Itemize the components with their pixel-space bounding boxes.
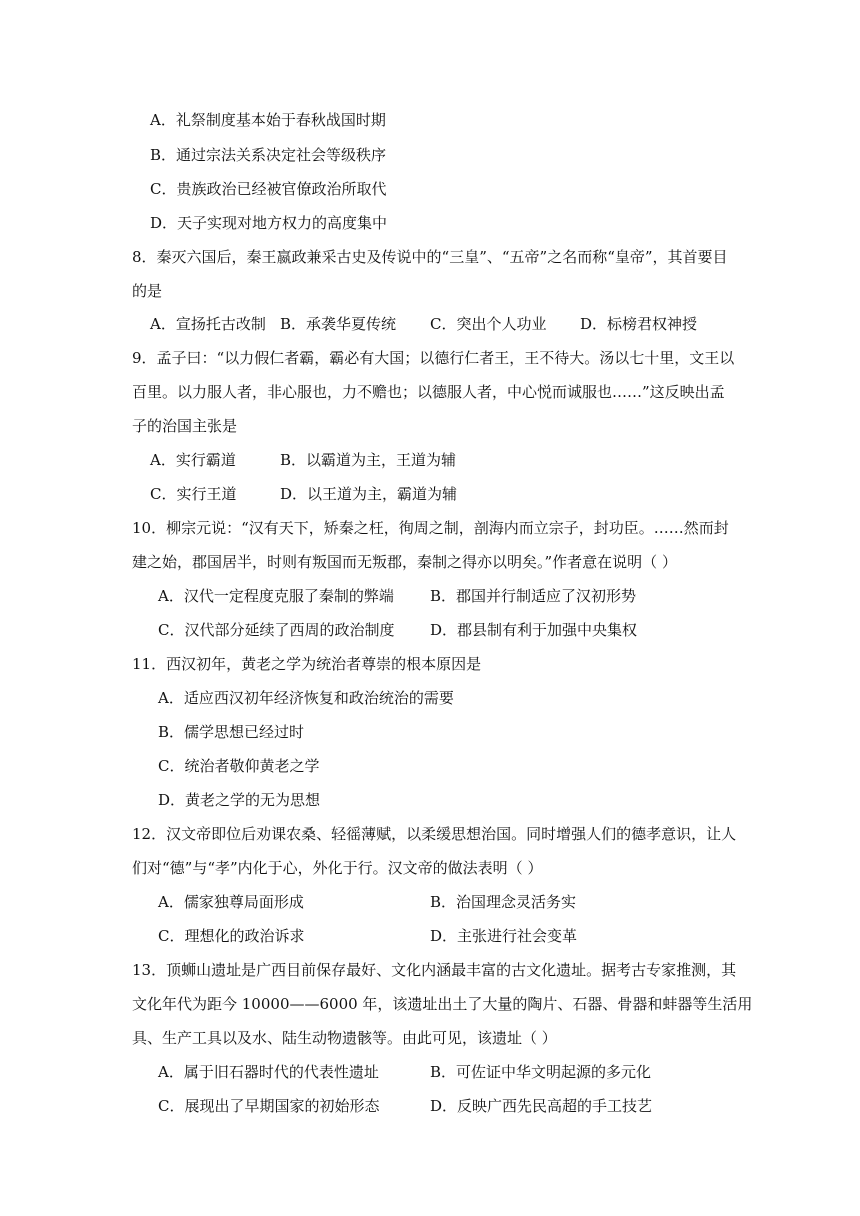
q8-stem-line-2: 的是	[132, 282, 163, 300]
q9-option-d: D．以王道为主，霸道为辅	[280, 485, 458, 503]
q9-stem-line-3: 子的治国主张是	[132, 417, 238, 435]
q12-option-c: C．理想化的政治诉求	[158, 927, 305, 945]
q13-stem-line-1: 13．顶蛳山遗址是广西目前保存最好、文化内涵最丰富的古文化遗址。据考古专家推测，其	[132, 961, 737, 979]
q13-option-b: B．可佐证中华文明起源的多元化	[430, 1063, 652, 1081]
q10-stem-line-1: 10．柳宗元说：“汉有天下，矫秦之枉，徇周之制，剖海内而立宗子，封功臣。……然而封	[132, 519, 729, 537]
q7-option-a: A．礼祭制度基本始于春秋战国时期	[150, 111, 386, 129]
q11-stem-line-1: 11．西汉初年，黄老之学为统治者尊崇的根本原因是	[132, 655, 482, 673]
q12-stem-line-1: 12．汉文帝即位后劝课农桑、轻徭薄赋，以柔缓思想治国。同时增强人们的德孝意识，让人	[132, 825, 737, 843]
q11-option-b: B．儒学思想已经过时	[158, 723, 305, 741]
q11-option-c: C．统治者敬仰黄老之学	[158, 757, 320, 775]
q7-option-b: B．通过宗法关系决定社会等级秩序	[150, 146, 387, 164]
q9-option-b: B．以霸道为主，王道为辅	[280, 451, 457, 469]
q10-option-c: C．汉代部分延续了西周的政治制度	[158, 621, 395, 639]
q12-option-b: B．治国理念灵活务实	[430, 893, 577, 911]
q9-option-a: A．实行霸道	[150, 451, 236, 469]
q8-option-c: C．突出个人功业	[430, 315, 547, 333]
q9-option-c: C．实行王道	[150, 485, 237, 503]
q13-stem-line-2: 文化年代为距今 10000——6000 年，该遗址出土了大量的陶片、石器、骨器和蚌器等生活用	[132, 995, 753, 1013]
q13-stem-line-3: 具、生产工具以及水、陆生动物遗骸等。由此可见，该遗址（ ）	[132, 1029, 557, 1047]
q13-option-d: D．反映广西先民高超的手工技艺	[430, 1097, 653, 1115]
q9-stem-line-2: 百里。以力服人者，非心服也，力不赡也；以德服人者，中心悦而诚服也……”这反映出孟	[132, 383, 725, 401]
q11-option-a: A．适应西汉初年经济恢复和政治统治的需要	[158, 689, 454, 707]
q12-option-a: A．儒家独尊局面形成	[158, 893, 304, 911]
q7-option-d: D．天子实现对地方权力的高度集中	[150, 214, 388, 232]
q11-option-d: D．黄老之学的无为思想	[158, 791, 321, 809]
q13-option-a: A．属于旧石器时代的代表性遗址	[158, 1063, 379, 1081]
q10-option-d: D．郡县制有利于加强中央集权	[430, 621, 638, 639]
q8-stem-line-1: 8．秦灭六国后，秦王嬴政兼采古史及传说中的“三皇”、“五帝”之名而称“皇帝”，其首要目	[132, 248, 728, 266]
q8-option-d: D．标榜君权神授	[580, 315, 698, 333]
q10-option-b: B．郡国并行制适应了汉初形势	[430, 587, 637, 605]
q12-option-d: D．主张进行社会变革	[430, 927, 578, 945]
q10-option-a: A．汉代一定程度克服了秦制的弊端	[158, 587, 394, 605]
q7-option-c: C．贵族政治已经被官僚政治所取代	[150, 180, 387, 198]
q10-stem-line-2: 建之始，郡国居半，时则有叛国而无叛郡，秦制之得亦以明矣。”作者意在说明（ ）	[132, 553, 677, 571]
q8-option-b: B．承袭华夏传统	[280, 315, 397, 333]
q13-option-c: C．展现出了早期国家的初始形态	[158, 1097, 380, 1115]
q9-stem-line-1: 9．孟子曰：“以力假仁者霸，霸必有大国；以德行仁者王，王不待大。汤以七十里，文王以	[132, 349, 735, 367]
q12-stem-line-2: 们对“德”与“孝”内化于心，外化于行。汉文帝的做法表明（ ）	[132, 859, 543, 877]
q8-option-a: A．宣扬托古改制	[150, 315, 266, 333]
